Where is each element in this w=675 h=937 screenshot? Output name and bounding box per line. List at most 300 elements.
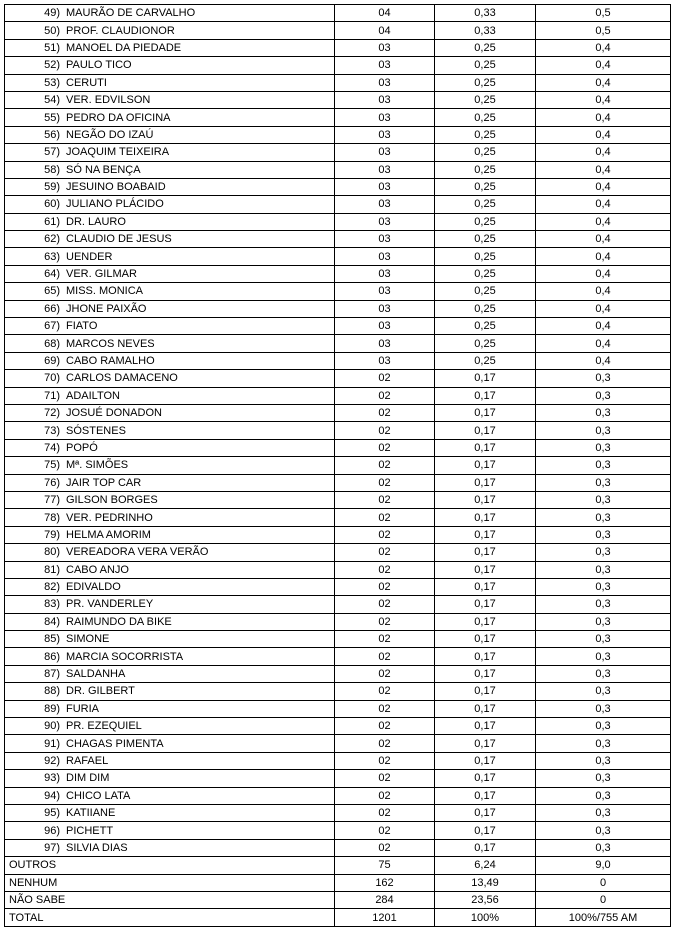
- votes-cell: 02: [335, 596, 435, 613]
- candidate-cell: [5, 683, 335, 700]
- votes-cell: 02: [335, 439, 435, 456]
- valid-percent-cell: 0,4: [536, 144, 671, 161]
- table-row: [5, 544, 671, 561]
- table-row: [5, 683, 671, 700]
- table-row: [5, 718, 671, 735]
- candidate-cell: [5, 439, 335, 456]
- valid-percent-cell: 0,4: [536, 248, 671, 265]
- votes-cell: 03: [335, 74, 435, 91]
- valid-percent-cell: 0,3: [536, 683, 671, 700]
- row-number: 57): [44, 146, 60, 159]
- votes-cell: 03: [335, 39, 435, 56]
- votes-cell: 162: [335, 874, 435, 891]
- percent-cell: 0,17: [435, 770, 536, 787]
- table-row: [5, 631, 671, 648]
- valid-percent-cell: 0,3: [536, 544, 671, 561]
- percent-cell: 100%: [435, 909, 536, 926]
- candidate-cell: [5, 144, 335, 161]
- candidate-name: MARCOS NEVES: [66, 337, 155, 350]
- row-number: 94): [44, 789, 60, 802]
- valid-percent-cell: 0,3: [536, 770, 671, 787]
- candidate-cell: [5, 561, 335, 578]
- summary-row: [5, 891, 671, 908]
- candidate-name: CABO ANJO: [66, 563, 129, 576]
- row-number: 92): [44, 754, 60, 767]
- votes-cell: 02: [335, 839, 435, 856]
- table-row: [5, 178, 671, 195]
- valid-percent-cell: 0,3: [536, 491, 671, 508]
- row-number: 63): [44, 250, 60, 263]
- candidate-cell: [5, 787, 335, 804]
- votes-cell: 02: [335, 578, 435, 595]
- votes-cell: 02: [335, 474, 435, 491]
- valid-percent-cell: 0,3: [536, 648, 671, 665]
- candidate-name: RAIMUNDO DA BIKE: [66, 615, 172, 628]
- table-row: [5, 352, 671, 369]
- row-number: 60): [44, 198, 60, 211]
- candidate-cell: [5, 474, 335, 491]
- percent-cell: 0,17: [435, 370, 536, 387]
- table-row: [5, 91, 671, 108]
- percent-cell: 0,25: [435, 318, 536, 335]
- row-number: 96): [44, 824, 60, 837]
- percent-cell: 0,25: [435, 300, 536, 317]
- votes-cell: 02: [335, 387, 435, 404]
- candidate-cell: [5, 5, 335, 22]
- candidate-cell: [5, 491, 335, 508]
- candidate-cell: [5, 648, 335, 665]
- votes-cell: 75: [335, 857, 435, 874]
- row-number: 77): [44, 494, 60, 507]
- valid-percent-cell: 0,4: [536, 300, 671, 317]
- row-number: 49): [44, 7, 60, 20]
- valid-percent-cell: 0,3: [536, 787, 671, 804]
- percent-cell: 0,17: [435, 613, 536, 630]
- candidate-cell: [5, 544, 335, 561]
- summary-label: NÃO SABE: [5, 891, 335, 908]
- candidate-name: PR. EZEQUIEL: [66, 720, 142, 733]
- candidate-name: VER. GILMAR: [66, 268, 137, 281]
- candidate-cell: [5, 404, 335, 421]
- candidate-cell: [5, 770, 335, 787]
- candidate-cell: [5, 631, 335, 648]
- candidate-name: CHAGAS PIMENTA: [66, 737, 164, 750]
- table-row: [5, 613, 671, 630]
- candidate-name: PEDRO DA OFICINA: [66, 111, 171, 124]
- table-row: [5, 474, 671, 491]
- votes-cell: 02: [335, 804, 435, 821]
- candidate-name: CHICO LATA: [66, 789, 131, 802]
- valid-percent-cell: 0,3: [536, 839, 671, 856]
- votes-cell: 02: [335, 544, 435, 561]
- summary-label: NENHUM: [5, 874, 335, 891]
- valid-percent-cell: 0,4: [536, 178, 671, 195]
- row-number: 90): [44, 720, 60, 733]
- candidate-name: VER. PEDRINHO: [66, 511, 153, 524]
- percent-cell: 0,17: [435, 718, 536, 735]
- valid-percent-cell: 0,3: [536, 804, 671, 821]
- row-number: 78): [44, 511, 60, 524]
- row-number: 88): [44, 685, 60, 698]
- table-row: [5, 404, 671, 421]
- table-row: [5, 231, 671, 248]
- row-number: 87): [44, 668, 60, 681]
- candidate-cell: [5, 335, 335, 352]
- percent-cell: 0,25: [435, 91, 536, 108]
- table-row: [5, 752, 671, 769]
- candidate-name: DR. LAURO: [66, 215, 126, 228]
- percent-cell: 0,25: [435, 161, 536, 178]
- table-row: [5, 439, 671, 456]
- candidate-cell: [5, 839, 335, 856]
- candidate-name: PICHETT: [66, 824, 114, 837]
- votes-cell: 02: [335, 665, 435, 682]
- summary-row: [5, 857, 671, 874]
- row-number: 72): [44, 407, 60, 420]
- valid-percent-cell: 0,4: [536, 213, 671, 230]
- row-number: 76): [44, 476, 60, 489]
- row-number: 79): [44, 528, 60, 541]
- votes-cell: 03: [335, 178, 435, 195]
- votes-cell: 03: [335, 335, 435, 352]
- candidate-name: Mª. SIMÕES: [66, 459, 129, 472]
- percent-cell: 0,17: [435, 804, 536, 821]
- candidate-cell: [5, 39, 335, 56]
- valid-percent-cell: 0,3: [536, 631, 671, 648]
- votes-cell: 03: [335, 126, 435, 143]
- candidate-name: CARLOS DAMACENO: [66, 372, 178, 385]
- valid-percent-cell: 0,4: [536, 161, 671, 178]
- votes-cell: 02: [335, 752, 435, 769]
- candidate-name: DR. GILBERT: [66, 685, 135, 698]
- votes-cell: 02: [335, 561, 435, 578]
- votes-cell: 03: [335, 300, 435, 317]
- table-row: [5, 213, 671, 230]
- candidate-name: SALDANHA: [66, 668, 126, 681]
- percent-cell: 0,17: [435, 787, 536, 804]
- row-number: 71): [44, 389, 60, 402]
- row-number: 82): [44, 581, 60, 594]
- valid-percent-cell: 0,3: [536, 439, 671, 456]
- row-number: 80): [44, 546, 60, 559]
- table-row: [5, 422, 671, 439]
- votes-cell: 03: [335, 318, 435, 335]
- candidate-cell: [5, 161, 335, 178]
- valid-percent-cell: 0,4: [536, 318, 671, 335]
- percent-cell: 0,17: [435, 839, 536, 856]
- valid-percent-cell: 0,5: [536, 22, 671, 39]
- candidate-cell: [5, 526, 335, 543]
- votes-cell: 03: [335, 161, 435, 178]
- percent-cell: 0,17: [435, 544, 536, 561]
- valid-percent-cell: 0,4: [536, 283, 671, 300]
- row-number: 62): [44, 233, 60, 246]
- candidate-name: PROF. CLAUDIONOR: [66, 24, 175, 37]
- votes-cell: 03: [335, 91, 435, 108]
- votes-cell: 02: [335, 491, 435, 508]
- votes-cell: 03: [335, 231, 435, 248]
- valid-percent-cell: 0,3: [536, 526, 671, 543]
- candidate-cell: [5, 248, 335, 265]
- votes-cell: 02: [335, 718, 435, 735]
- valid-percent-cell: 0,3: [536, 370, 671, 387]
- percent-cell: 0,17: [435, 735, 536, 752]
- votes-cell: 03: [335, 213, 435, 230]
- percent-cell: 0,25: [435, 335, 536, 352]
- valid-percent-cell: 0,4: [536, 196, 671, 213]
- candidate-cell: [5, 457, 335, 474]
- votes-cell: 03: [335, 283, 435, 300]
- percent-cell: 23,56: [435, 891, 536, 908]
- votes-cell: 04: [335, 22, 435, 39]
- votes-cell: 03: [335, 248, 435, 265]
- table-row: [5, 787, 671, 804]
- votes-cell: 03: [335, 352, 435, 369]
- table-row: [5, 5, 671, 22]
- table-row: [5, 283, 671, 300]
- candidate-cell: [5, 422, 335, 439]
- row-number: 73): [44, 424, 60, 437]
- percent-cell: 0,25: [435, 213, 536, 230]
- valid-percent-cell: 0,4: [536, 126, 671, 143]
- candidate-name: DIM DIM: [66, 772, 110, 785]
- percent-cell: 6,24: [435, 857, 536, 874]
- row-number: 58): [44, 163, 60, 176]
- table-row: [5, 161, 671, 178]
- valid-percent-cell: 0,4: [536, 39, 671, 56]
- votes-cell: 02: [335, 404, 435, 421]
- candidate-name: PR. VANDERLEY: [66, 598, 154, 611]
- candidate-cell: [5, 700, 335, 717]
- row-number: 68): [44, 337, 60, 350]
- summary-row: [5, 874, 671, 891]
- percent-cell: 0,25: [435, 265, 536, 282]
- percent-cell: 0,33: [435, 22, 536, 39]
- row-number: 67): [44, 320, 60, 333]
- candidate-cell: [5, 213, 335, 230]
- row-number: 51): [44, 41, 60, 54]
- table-row: [5, 770, 671, 787]
- row-number: 55): [44, 111, 60, 124]
- candidate-cell: [5, 126, 335, 143]
- percent-cell: 0,17: [435, 422, 536, 439]
- row-number: 89): [44, 702, 60, 715]
- percent-cell: 0,17: [435, 509, 536, 526]
- percent-cell: 0,25: [435, 39, 536, 56]
- table-row: [5, 665, 671, 682]
- candidate-name: CABO RAMALHO: [66, 355, 155, 367]
- table-row: [5, 526, 671, 543]
- candidate-cell: [5, 735, 335, 752]
- table-row: [5, 335, 671, 352]
- votes-cell: 02: [335, 422, 435, 439]
- valid-percent-cell: 0,4: [536, 57, 671, 74]
- candidate-cell: [5, 300, 335, 317]
- valid-percent-cell: 0,4: [536, 91, 671, 108]
- valid-percent-cell: 0,4: [536, 231, 671, 248]
- percent-cell: 0,17: [435, 439, 536, 456]
- candidate-cell: [5, 665, 335, 682]
- percent-cell: 0,17: [435, 596, 536, 613]
- table-row: [5, 196, 671, 213]
- table-row: [5, 74, 671, 91]
- valid-percent-cell: 0,4: [536, 352, 671, 369]
- candidate-name: MARCIA SOCORRISTA: [66, 650, 184, 663]
- valid-percent-cell: 0,4: [536, 74, 671, 91]
- valid-percent-cell: 100%/755 AM: [536, 909, 671, 926]
- summary-row: [5, 909, 671, 926]
- candidate-name: NEGÃO DO IZAÚ: [66, 128, 154, 141]
- candidate-cell: [5, 109, 335, 126]
- table-row: [5, 839, 671, 856]
- candidate-name: MAURÃO DE CARVALHO: [66, 7, 196, 20]
- candidate-name: VER. EDVILSON: [66, 94, 151, 107]
- valid-percent-cell: 0,3: [536, 474, 671, 491]
- candidate-cell: [5, 596, 335, 613]
- valid-percent-cell: 0,3: [536, 422, 671, 439]
- candidate-cell: [5, 283, 335, 300]
- table-row: [5, 735, 671, 752]
- candidate-name: EDIVALDO: [66, 581, 121, 594]
- row-number: 69): [44, 355, 60, 367]
- row-number: 86): [44, 650, 60, 663]
- votes-cell: 02: [335, 509, 435, 526]
- candidate-cell: [5, 318, 335, 335]
- summary-label: OUTROS: [5, 857, 335, 874]
- row-number: 61): [44, 215, 60, 228]
- votes-cell: 02: [335, 770, 435, 787]
- candidate-name: JULIANO PLÁCIDO: [66, 198, 164, 211]
- valid-percent-cell: 0,5: [536, 5, 671, 22]
- row-number: 81): [44, 563, 60, 576]
- table-row: [5, 22, 671, 39]
- candidate-name: SILVIA DIAS: [66, 841, 128, 854]
- votes-cell: 02: [335, 457, 435, 474]
- candidate-cell: [5, 178, 335, 195]
- table-row: [5, 109, 671, 126]
- valid-percent-cell: 0,4: [536, 335, 671, 352]
- votes-cell: 02: [335, 648, 435, 665]
- percent-cell: 0,17: [435, 474, 536, 491]
- candidate-cell: [5, 752, 335, 769]
- candidate-cell: [5, 91, 335, 108]
- votes-cell: 1201: [335, 909, 435, 926]
- row-number: 74): [44, 441, 60, 454]
- valid-percent-cell: 0: [536, 874, 671, 891]
- candidate-cell: [5, 804, 335, 821]
- row-number: 84): [44, 615, 60, 628]
- table-row: [5, 822, 671, 839]
- summary-label: TOTAL: [5, 909, 335, 926]
- candidate-cell: [5, 265, 335, 282]
- votes-cell: 02: [335, 526, 435, 543]
- row-number: 95): [44, 807, 60, 820]
- votes-cell: 03: [335, 144, 435, 161]
- percent-cell: 0,25: [435, 352, 536, 369]
- valid-percent-cell: 0,3: [536, 404, 671, 421]
- table-row: [5, 561, 671, 578]
- row-number: 50): [44, 24, 60, 37]
- percent-cell: 0,25: [435, 126, 536, 143]
- row-number: 75): [44, 459, 60, 472]
- votes-cell: 03: [335, 109, 435, 126]
- candidate-name: RAFAEL: [66, 754, 109, 767]
- row-number: 66): [44, 302, 60, 315]
- votes-cell: 02: [335, 613, 435, 630]
- percent-cell: 0,17: [435, 683, 536, 700]
- valid-percent-cell: 0,3: [536, 578, 671, 595]
- candidate-name: KATIIANE: [66, 807, 116, 820]
- results-table-body: [5, 5, 671, 927]
- table-row: [5, 387, 671, 404]
- valid-percent-cell: 0,3: [536, 561, 671, 578]
- percent-cell: 0,25: [435, 283, 536, 300]
- votes-cell: 03: [335, 196, 435, 213]
- candidate-cell: [5, 352, 335, 369]
- candidate-name: UENDER: [66, 250, 113, 263]
- votes-cell: 02: [335, 735, 435, 752]
- candidate-name: CERUTI: [66, 76, 107, 89]
- valid-percent-cell: 0: [536, 891, 671, 908]
- row-number: 85): [44, 633, 60, 646]
- candidate-cell: [5, 509, 335, 526]
- candidate-name: JOSUÉ DONADON: [66, 407, 162, 420]
- row-number: 52): [44, 59, 60, 72]
- valid-percent-cell: 0,3: [536, 613, 671, 630]
- table-row: [5, 300, 671, 317]
- candidate-cell: [5, 613, 335, 630]
- percent-cell: 0,25: [435, 196, 536, 213]
- votes-cell: 02: [335, 822, 435, 839]
- percent-cell: 0,25: [435, 248, 536, 265]
- candidate-cell: [5, 387, 335, 404]
- candidate-name: MANOEL DA PIEDADE: [66, 41, 182, 54]
- candidate-cell: [5, 718, 335, 735]
- votes-cell: 03: [335, 57, 435, 74]
- candidate-name: VEREADORA VERA VERÃO: [66, 546, 209, 559]
- percent-cell: 0,17: [435, 457, 536, 474]
- candidate-name: JHONE PAIXÃO: [66, 302, 147, 315]
- candidate-name: FIATO: [66, 320, 98, 333]
- valid-percent-cell: 0,3: [536, 718, 671, 735]
- candidate-name: SIMONE: [66, 633, 110, 646]
- table-row: [5, 804, 671, 821]
- percent-cell: 0,17: [435, 404, 536, 421]
- votes-cell: 02: [335, 683, 435, 700]
- candidate-cell: [5, 822, 335, 839]
- valid-percent-cell: 0,3: [536, 822, 671, 839]
- candidate-name: MISS. MONICA: [66, 285, 144, 298]
- valid-percent-cell: 0,4: [536, 265, 671, 282]
- percent-cell: 0,25: [435, 144, 536, 161]
- percent-cell: 0,17: [435, 648, 536, 665]
- percent-cell: 0,17: [435, 491, 536, 508]
- candidate-name: HELMA AMORIM: [66, 528, 151, 541]
- table-row: [5, 39, 671, 56]
- candidate-name: SÓSTENES: [66, 424, 126, 437]
- table-row: [5, 578, 671, 595]
- votes-cell: 284: [335, 891, 435, 908]
- percent-cell: 13,49: [435, 874, 536, 891]
- candidate-name: JAIR TOP CAR: [66, 476, 142, 489]
- table-row: [5, 248, 671, 265]
- votes-cell: 03: [335, 265, 435, 282]
- candidate-cell: [5, 74, 335, 91]
- valid-percent-cell: 0,4: [536, 109, 671, 126]
- candidate-name: CLAUDIO DE JESUS: [66, 233, 172, 246]
- row-number: 54): [44, 94, 60, 107]
- percent-cell: 0,25: [435, 109, 536, 126]
